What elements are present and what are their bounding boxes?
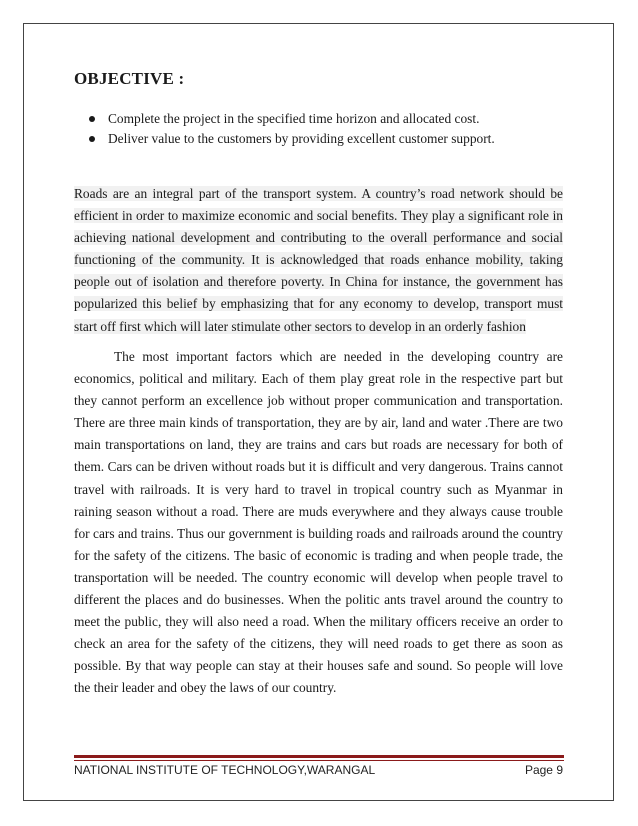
footer-rule	[74, 755, 564, 758]
objective-list	[82, 109, 572, 149]
footer-rule-thin	[74, 760, 564, 761]
list-item	[82, 129, 572, 149]
objective-text: Complete the project in the specified time horizon and allocated cost.	[108, 111, 480, 126]
list-item	[82, 109, 572, 129]
intro-paragraph-text: Roads are an integral part of the transport system. A country’s road network should be efficient in order to maximize economic and social benefits. They play a significant role in achieving national development and contributing to the overall performance and social functioning of the community. It is acknowledged that roads enhance mobility, taking people out of isolation and therefore poverty. In China for instance, the government has popularized this belief by emphasizing that for any economy to develop, transport must start off first which will later stimulate other sectors to develop in an orderly fashion	[74, 186, 563, 334]
bullet-icon	[89, 136, 95, 142]
objective-text: Deliver value to the customers by providing excellent customer support.	[108, 131, 495, 146]
footer-institution: NATIONAL INSTITUTE OF TECHNOLOGY,WARANGAL	[74, 763, 376, 777]
body-paragraph: The most important factors which are needed in the developing country are economics, political and military. Each of them play great role in the respective part but they cannot perform an excellence job without proper communication and transportation. There are three main kinds of transportation, they are by air, land and water .There are two main transportations on land, they are trains and cars but roads are necessary for both of them. Cars can be driven without roads but it is difficult and very dangerous. Trains cannot travel with railroads. It is very hard to travel in tropical country such as Myanmar in raining season without a road. There are muds everywhere and they always cause trouble for cars and trains. Thus our government is building roads and railroads around the country for the safety of the citizens. The basic of economic is trading and when people trade, the transportation will be needed. The country economic will develop when people travel to different the places and do businesses. When the politic ants travel around the country to meet the public, they will also need a road. When the military officers receive an order to check an area for the safety of the citizens, they will need roads to get there as soon as possible. By that way people can stay at their houses safe and sound. So people will love the their leader and obey the laws of our country.	[74, 349, 563, 696]
footer-page-number: Page 9	[524, 763, 563, 777]
intro-paragraph	[74, 183, 563, 338]
section-heading: OBJECTIVE :	[74, 69, 185, 88]
bullet-icon	[89, 116, 95, 122]
